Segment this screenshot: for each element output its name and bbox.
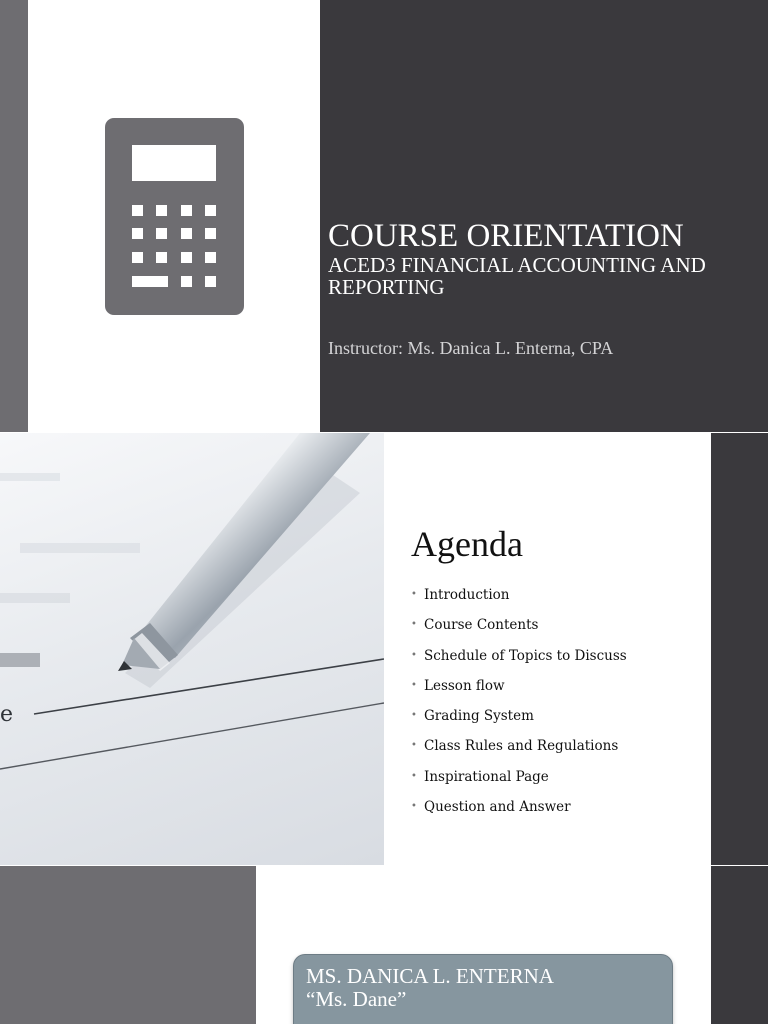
bullet-icon: •	[411, 649, 417, 661]
svg-text:e: e	[0, 702, 14, 727]
agenda-title: Agenda	[411, 524, 523, 564]
right-accent-bar	[711, 866, 768, 1024]
list-item: • Lesson flow	[411, 677, 505, 694]
slide-title: COURSE ORIENTATION	[328, 218, 684, 254]
calculator-screen	[132, 145, 216, 181]
list-item: • Inspirational Page	[411, 768, 549, 785]
bullet-icon: •	[411, 801, 417, 813]
bullet-icon: •	[411, 589, 417, 600]
instructor-name-card	[293, 954, 673, 1024]
list-item: • Grading System	[411, 708, 534, 725]
slide-agenda	[0, 433, 768, 865]
bullet-icon: •	[411, 710, 417, 722]
bullet-icon: •	[411, 619, 417, 631]
calculator-icon	[105, 118, 244, 315]
slide-subtitle: ACED3 FINANCIAL ACCOUNTING AND REPORTING	[328, 253, 706, 299]
title-panel	[320, 0, 768, 432]
slide-course-orientation	[0, 0, 768, 432]
bullet-icon: •	[411, 740, 417, 752]
instructor-line: Instructor: Ms. Danica L. Enterna, CPA	[328, 338, 614, 358]
list-item: • Class Rules and Regulations	[411, 738, 619, 755]
agenda-list	[411, 587, 706, 829]
right-accent-bar	[711, 433, 768, 865]
pen-on-document-photo	[0, 433, 384, 865]
pen-illustration	[0, 433, 384, 865]
left-accent-bar	[0, 0, 28, 432]
left-accent-block	[0, 866, 256, 1024]
instructor-name: MS. DANICA L. ENTERNA	[306, 964, 554, 988]
list-item: • Introduction	[411, 587, 510, 603]
list-item: • Schedule of Topics to Discuss	[411, 647, 627, 664]
slide-instructor	[0, 866, 768, 1024]
list-item: • Course Contents	[411, 617, 539, 634]
bullet-icon: •	[411, 679, 417, 691]
bullet-icon: •	[411, 770, 417, 782]
list-item: • Question and Answer	[411, 799, 571, 816]
instructor-nickname: “Ms. Dane”	[306, 987, 407, 1011]
